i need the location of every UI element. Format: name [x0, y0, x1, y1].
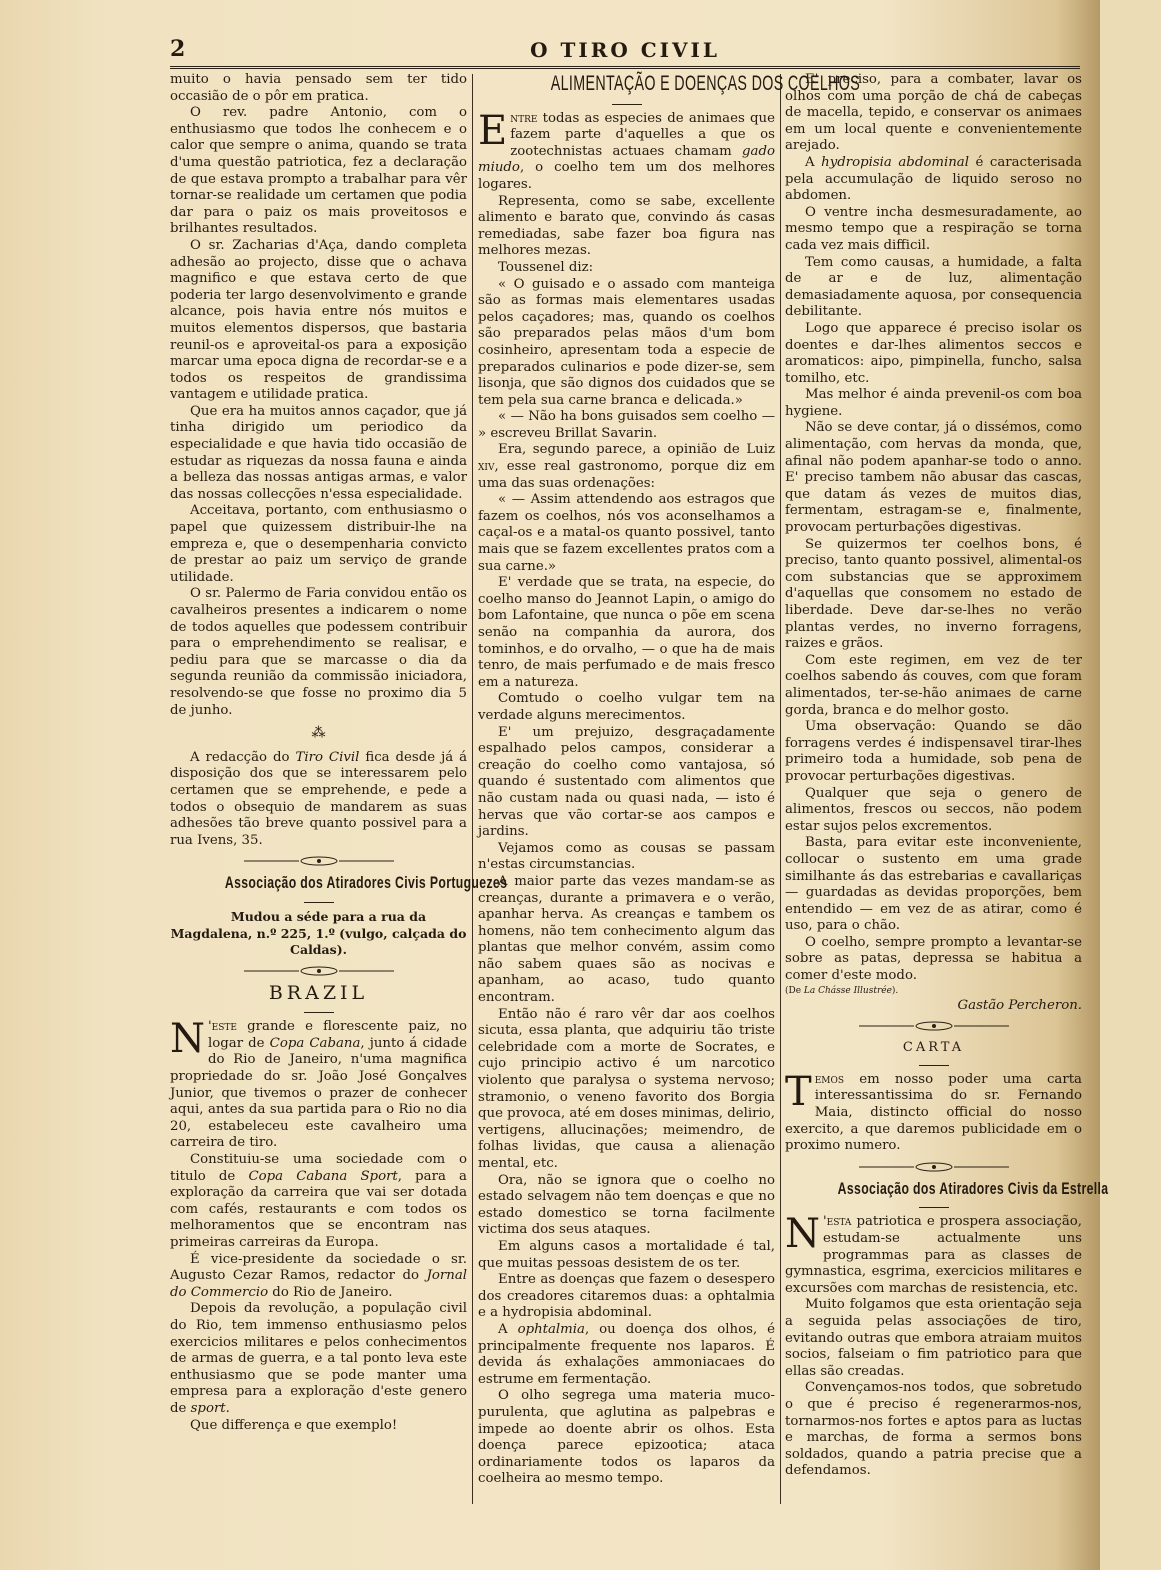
text-run: A [498, 1321, 518, 1337]
paragraph: Representa, como se sabe, excellente alimento e barato que, convindo ás casas remediadas, sabe fazer boa figura nas melhores mezas. [478, 193, 775, 259]
paragraph: Uma observação: Quando se dão forragens verdes é indispensavel tirar-lhes primeiro toda a humidade, sob pena de provocar perturbações digestivas. [785, 719, 1082, 784]
italic-run: La Chásse Illustrée [803, 985, 892, 996]
paragraph: E' verdade que se trata, na especie, do coelho manso do Jeannot Lapin, o amigo do bom Lafontaine, que nunca o põe em scena senão na companhia da aurora, dos tominhos, e do orvalho, — o que ha de mais tenro, de mais perfumado e de mais fresco em a natureza. [478, 575, 775, 690]
text-run: , esse real gastronomo, porque diz em uma das suas ordenações: [478, 459, 775, 491]
text-run: A [805, 154, 822, 170]
short-rule [304, 902, 334, 903]
author-signature: Gastão Percheron. [957, 997, 1082, 1013]
drop-cap: N [785, 1211, 820, 1258]
heading-text: Associação dos Atiradores Civis da Estrella [837, 1178, 1109, 1198]
paragraph: Entre as doenças que fazem o desespero dos creadores citaremos duas: a ophtalmia e a hydropisia abdominal. [478, 1272, 775, 1321]
paragraph [170, 1301, 467, 1417]
column-rule [780, 74, 781, 1504]
paragraph: O sr. Zacharias d'Aça, dando completa adhesão ao projecto, disse que o achava magnifico e que estava certo de que poderia ter largo desenvolvimento e grande alcance, pois havia entre nós muitos e muitos elementos dispersos, que bastaria reunil-os e aproveital-os para a exposição marcar uma epoca digna de recordar-se e a todos os respeitos de grandissima vantagem e utilidade pratica. [170, 237, 467, 403]
text-run: , ou doença dos olhos, é principalmente frequente nos laparos. É devida ás exhalações ammoniacaes do estrume em fermentação. [478, 1321, 775, 1387]
paragraph: Então não é raro vêr dar aos coelhos sicuta, essa planta, que adquiriu tão triste celebridade com a morte de Socrates, e cujo principio activo é um narcotico violento que paralysa o systema nervoso; stramonio, o veneno favorito dos Borgia que provoca, até em doses minimas, delirio, vertigens, allucinações; meimendro, de folhas lividas, que causa a alienação mental, etc. [478, 1006, 775, 1171]
paragraph: Ora, não se ignora que o coelho no estado selvagem não tem doenças e que no estado domestico se torna facilmente victima dos seus ataques. [478, 1172, 775, 1238]
text-run: . [225, 1400, 230, 1416]
paragraph [170, 1252, 467, 1302]
article-title [785, 1040, 1082, 1057]
ornament-divider [244, 965, 394, 977]
paragraph: Tem como causas, a humidade, a falta de ar e de luz, alimentação demasiadamente aquosa, por consequencia debilitante. [785, 254, 1082, 320]
short-rule [612, 104, 642, 105]
italic-run: gado miudo [478, 143, 775, 176]
heading-text: CARTA [902, 1040, 965, 1056]
text-run: , junto á cidade do Rio de Janeiro, n'uma magnifica propriedade do sr. João José Gonçalves Junior, que tivemos o prazer de conhecer aqui, antes da sua partida para o Rio no dia 20, estabeleceu este cavalheiro uma carreira de tiro. [170, 1035, 467, 1151]
text-run: é caracterisada pela accumulação de liquido seroso no abdomen. [785, 154, 1082, 204]
text-run: grande e florescente paiz, no logar de [208, 1019, 467, 1051]
page-header [170, 36, 1080, 69]
paragraph: E' um prejuizo, desgraçadamente espalhado pelos campos, considerar a creação do coelho como vantajosa, só quando é sustentado com alimentos que não custam nada ou quasi nada, — isto é hervas que vão cortar-se aos campos e jardins. [478, 724, 775, 840]
heading-text: Associação dos Atiradores Civis Portuguezes [224, 873, 508, 893]
text-run: É vice-presidente da sociedade o sr. Augusto Cezar Ramos, redactor do [170, 1251, 467, 1284]
paragraph: Se quizermos ter coelhos bons, é preciso, tanto quanto possivel, alimental-os com substancias que se approximem d'aquellas que consomem no estado de liberdade. Deve dar-se-lhes no verão plantas verdes, no inverno forragens, raizes e grãos. [785, 536, 1082, 652]
text-run: Depois da revolução, a população civil do Rio, tem immenso enthusiasmo pelos exercicios militares e pelos conhecimentos de armas de guerra, e a tal ponto leva este enthusiasmo que se pode manter uma empresa para a exploração d'este genero de [170, 1301, 467, 1416]
article-title [170, 981, 467, 1005]
paragraph: Acceitava, portanto, com enthusiasmo o papel que quizessem distribuir-lhe na empreza e, que o desempenharia convicto de prestar ao paiz um serviço de grande utilidade. [170, 503, 467, 585]
text-run: A redacção do [190, 749, 296, 765]
smallcaps-run: 'esta [823, 1214, 852, 1230]
paragraph [785, 1211, 1082, 1297]
text-run: (De [785, 985, 804, 996]
smallcaps-run: xiv [478, 459, 495, 475]
smallcaps-run: 'este [208, 1019, 237, 1035]
paragraph: O rev. padre Antonio, com o enthusiasmo que todos lhe conhecem e o calor que sempre o anima, quando se trata d'uma questão patriotica, fez a declaração de que estava prompto a trabalhar para vêr tornar-se realidade um certamen que podia dar para o paiz os mais proveitosos e brilhantes resultados. [170, 105, 467, 237]
paragraph [478, 107, 775, 194]
paragraph: Não se deve contar, já o dissémos, como alimentação, com hervas da monda, que, afinal não podem apanhar-se todo o anno. E' preciso tambem não abusar das cascas, que datam ás vezes de muitos dias, fermentam, estragam-se e, finalmente, provocam perturbações digestivas. [785, 420, 1082, 536]
section-stars: ⁂ [311, 725, 326, 742]
paragraph: Convençamos-nos todos, que sobretudo o que é preciso é regenerarmos-nos, tornarmos-nos fortes e aptos para as luctas e marchas, de forma a sermos bons soldados, quando a patria precise que a defendamos. [785, 1380, 1082, 1479]
column-rule [472, 74, 473, 1504]
italic-run: hydropisia abdominal [821, 154, 969, 170]
paragraph: « — Não ha bons guisados sem coelho — » escreveu Brillat Savarin. [478, 409, 775, 441]
paragraph [785, 1068, 1082, 1155]
short-rule [919, 1065, 949, 1066]
paragraph: « — Assim attendendo aos estragos que fazem os coelhos, nós vos aconselhamos a caçal-os e a matal-os quanto possivel, tanto mais que se fazem excellentes pratos com a sua carne.» [478, 492, 775, 574]
text-run: Era, segundo parece, a opinião de Luiz [498, 442, 775, 458]
text-run: fica desde já á disposição dos que se interessarem pelo certamen que se emprehende, e pede a todos o obsequio de mandarem as suas adhesões tão breve quanto possivel para a rua Ivens, 35. [170, 749, 468, 848]
short-rule [304, 1012, 334, 1013]
text-run: patriotica e prospera associação, estudam-se actualmente uns programmas para as classes de gymnastica, esgrima, exercicios militares e excursões com marchas de resistencia, etc. [785, 1214, 1082, 1296]
short-rule [919, 1207, 949, 1208]
text-run: , o coelho tem um dos melhores logares. [478, 160, 775, 192]
drop-cap: T [785, 1068, 812, 1115]
paragraph: Em alguns casos a mortalidade é tal, que muitas pessoas desistem de os ter. [478, 1238, 775, 1271]
italic-run: ophtalmia [517, 1321, 585, 1337]
text-run: em nosso poder uma carta interessantissima do sr. Fernando Maia, distincto official do nosso exercito, a que daremos publicidade em o proximo numero. [785, 1071, 1082, 1154]
paragraph [170, 750, 467, 850]
italic-run: Tiro Civil [295, 749, 360, 765]
italic-run: Copa Cabana Sport [248, 1168, 398, 1184]
heading-text: ALIMENTAÇÃO E DOENÇAS DOS COELHOS [550, 72, 861, 95]
paragraph: Toussenel diz: [498, 259, 594, 275]
paragraph: O olho segrega uma materia muco-purulenta, que aglutina as palpebras e impede ao doente abrir os olhos. Esta doença parece epizootica; ataca ordinariamente todos os laparos da coelheira ao mesmo tempo. [478, 1388, 775, 1487]
paragraph: « O guisado e o assado com manteiga são as formas mais elementares usadas pelos caçadores; mas, quando os coelhos são preparados pelas mãos d'um bom cosinheiro, apresentam toda a especie de preparados culinarios e pode dizer-se, sem lisonja, que são dignos dos cuidados que se tem pela sua carne branca e delicada.» [478, 276, 775, 408]
article-title [478, 72, 861, 96]
text-run: todas as especies de animaes que fazem parte d'aquelles a que os zootechnistas actuaes chamam [510, 110, 775, 159]
drop-cap: E [478, 107, 508, 154]
masthead: O TIRO CIVIL [530, 38, 720, 62]
page-number: 2 [170, 36, 186, 62]
text-run: Constituiu-se uma sociedade com o titulo de [170, 1152, 467, 1184]
paragraph: Qualquer que seja o genero de alimentos, frescos ou seccos, não podem estar sujos pelos excrementos. [785, 785, 1082, 834]
ornament-divider [859, 1020, 1009, 1032]
paragraph [478, 1322, 775, 1388]
paragraph: O ventre incha desmesuradamente, ao mesmo tempo que a respiração se torna cada vez mais difficil. [785, 204, 1082, 253]
paragraph [785, 155, 1082, 205]
italic-run: sport [190, 1400, 226, 1416]
ornament-divider [859, 1161, 1009, 1173]
paragraph: A maior parte das vezes mandam-se as creanças, durante a primavera e o verão, apanhar herva. As creanças e tambem os homens, não tem conhecimento algum das plantas que melhor convém, assim como não sabem quaes são as nocivas e apanham, ao acaso, tudo quanto encontram. [478, 873, 775, 1006]
paragraph: Comtudo o coelho vulgar tem na verdade alguns merecimentos. [478, 691, 775, 723]
source-credit [785, 985, 1082, 998]
smallcaps-run: emos [814, 1071, 845, 1087]
paragraph: Muito folgamos que esta orientação seja a seguida pelas associações de tiro, evitando outras que embora atraiam muitos socios, falseiam o fim patriotico para que ellas são creadas. [785, 1297, 1082, 1379]
drop-cap: N [170, 1016, 205, 1063]
paragraph: O coelho, sempre prompto a levantar-se sobre as patas, depressa se habitua a comer d'este modo. [785, 934, 1082, 984]
column-3 [785, 72, 1109, 1512]
italic-run: Jornal do Commercio [170, 1268, 467, 1300]
paragraph: muito o havia pensado sem ter tido occasião de o pôr em pratica. [170, 72, 467, 104]
paragraph: Logo que apparece é preciso isolar os doentes e dar-lhes alimentos seccos e aromaticos: aipo, pimpinella, funcho, salsa tomilho, etc. [785, 320, 1082, 386]
notice: Mudou a séde para a rua da Magdalena, n.º 225, 1.º (vulgo, calçada do Caldas). [170, 908, 467, 958]
text-run: ). [891, 985, 899, 996]
paragraph: Que differença e que exemplo! [190, 1417, 398, 1433]
paragraph [478, 442, 775, 492]
paragraph: Com este regimen, em vez de ter coelhos sabendo ás couves, com que foram alimentados, ter-se-hão animaes de carne gorda, branca e do melhor gosto. [785, 652, 1082, 718]
smallcaps-run: ntre [510, 110, 538, 126]
paragraph: Que era ha muitos annos caçador, que já tinha dirigido um periodico da especialidade e que havia tido occasião de estudar as riquezas da nossa fauna e ainda a belleza das nossas antigas armas, e valor das nossas collecções n'essa especialidade. [170, 403, 467, 502]
paragraph [170, 1016, 467, 1152]
paragraph: Mas melhor é ainda prevenil-os com boa hygiene. [785, 387, 1082, 419]
paragraph: O sr. Palermo de Faria convidou então os cavalheiros presentes a indicarem o nome de todos aquelles que podessem contribuir para o emprehendimento se realisar, e pediu para que se marcasse o dia da segunda reunião da commissão iniciadora, resolvendo-se que fosse no proximo dia 5 de junho. [170, 586, 467, 718]
paragraph: Vejamos como as cousas se passam n'estas circumstancias. [478, 840, 775, 873]
paragraph [170, 1152, 467, 1252]
article-title [170, 873, 508, 894]
paragraph: E' preciso, para a combater, lavar os olhos com uma porção de chá de cabeças de macella, tepido, e conservar os animaes em um local quente e convenientemente arejado. [785, 72, 1082, 154]
italic-run: Copa Cabana [269, 1035, 361, 1051]
heading-text: BRAZIL [268, 981, 369, 1004]
ornament-divider [244, 855, 394, 867]
text-run: do Rio de Janeiro. [268, 1284, 393, 1300]
article-title [785, 1178, 1109, 1200]
paragraph: Basta, para evitar este inconveniente, collocar o sustento em uma grade similhante ás das estrebarias e cavallariças — guardadas as devidas proporções, bem entendido — em vez de as atirar, como é uso, para o chão. [785, 835, 1082, 934]
text-run: , para a exploração da carreira que vai ser dotada com cafés, restaurants e com todos os melhoramentos que se encontram nas primeiras carreiras da Europa. [170, 1168, 467, 1250]
